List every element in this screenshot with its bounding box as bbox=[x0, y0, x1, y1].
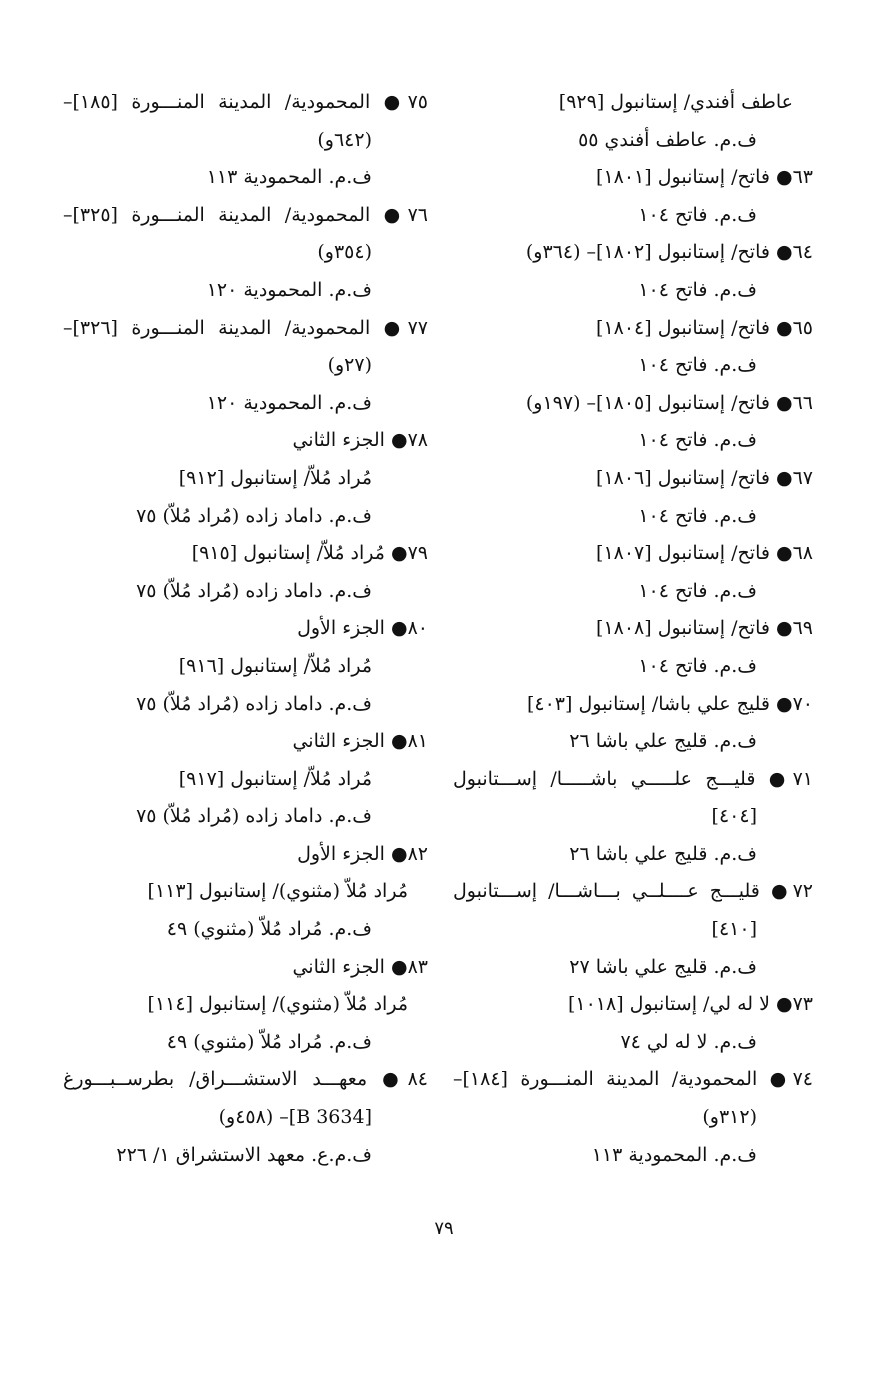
text-line: ف.م. فاتح ١٠٤ bbox=[638, 504, 757, 527]
text-line: (٣١٢و) bbox=[702, 1106, 757, 1129]
text-line: ٧٠● قليج علي باشا/ إستانبول [٤٠٣] bbox=[526, 692, 813, 715]
text-line: ٦٩● فاتح/ إستانبول [١٨٠٨] bbox=[596, 617, 813, 640]
text-line: ف.م. قليج علي باشا ٢٧ bbox=[569, 955, 757, 978]
text-line: مُراد مُلاّ/ إستانبول [٩١٢] bbox=[178, 466, 372, 489]
text-line: ف.م. داماد زاده (مُراد مُلاّ) ٧٥ bbox=[136, 692, 372, 715]
text-line: ٧٦● المحمودية/ المدينة المنـــورة [٣٢٥]– bbox=[63, 203, 428, 226]
text-line: ٦٨● فاتح/ إستانبول [١٨٠٧] bbox=[596, 542, 813, 565]
text-line: ٨٤● معهـــد الاستشـــراق/ بطرســبـــورغ bbox=[63, 1068, 428, 1091]
text-line: ٦٦● فاتح/ إستانبول [١٨٠٥]– (١٩٧و) bbox=[525, 391, 813, 414]
text-line: ٧٥● المحمودية/ المدينة المنـــورة [١٨٥]– bbox=[63, 91, 428, 113]
text-line: ف.م. داماد زاده (مُراد مُلاّ) ٧٥ bbox=[136, 504, 372, 527]
text-line: ف.م. فاتح ١٠٤ bbox=[638, 429, 757, 452]
text-line: (٢٧و) bbox=[327, 354, 372, 377]
text-line: ف.م. داماد زاده (مُراد مُلاّ) ٧٥ bbox=[136, 579, 372, 602]
text-line: ٧٧● المحمودية/ المدينة المنـــورة [٣٢٦]– bbox=[63, 316, 428, 339]
text-line: ف.م. فاتح ١٠٤ bbox=[638, 579, 757, 602]
text-line: ف.م. عاطف أفندي ٥٥ bbox=[578, 128, 757, 151]
text-line: ٧٤● المحمودية/ المدينة المنـــورة [١٨٤]– bbox=[453, 1068, 813, 1091]
text-line: [٤١٠] bbox=[711, 918, 757, 941]
text-line: ف.م. المحمودية ١٢٠ bbox=[206, 278, 372, 301]
text-line: ٦٤● فاتح/ إستانبول [١٨٠٢]– (٣٦٤و) bbox=[525, 241, 813, 264]
text-line: [B 3634]– (٤٥٨و) bbox=[218, 1106, 372, 1129]
text-line: ف.م. فاتح ١٠٤ bbox=[638, 278, 757, 301]
text-line: ف.م. فاتح ١٠٤ bbox=[638, 203, 757, 226]
text-line: ف.م. مُراد مُلاّ (مثنوي) ٤٩ bbox=[166, 1030, 372, 1053]
text-line: مُراد مُلاّ (مثنوي)/ إستانبول [١١٣] bbox=[147, 880, 408, 903]
text-line: ف.م. مُراد مُلاّ (مثنوي) ٤٩ bbox=[166, 918, 372, 941]
right-column bbox=[453, 84, 813, 1174]
text-line: (٦٤٢و) bbox=[317, 128, 372, 151]
text-line: مُراد مُلاّ (مثنوي)/ إستانبول [١١٤] bbox=[147, 993, 408, 1016]
text-line: ف.م. فاتح ١٠٤ bbox=[638, 654, 757, 677]
text-line: مُراد مُلاّ/ إستانبول [٩١٧] bbox=[178, 767, 372, 790]
text-line: ٨٣● الجزء الثاني bbox=[292, 955, 428, 978]
text-line: مُراد مُلاّ/ إستانبول [٩١٦] bbox=[178, 654, 372, 677]
text-line: ٨١● الجزء الثاني bbox=[292, 730, 428, 753]
text-line: ف.م. قليج علي باشا ٢٦ bbox=[569, 730, 757, 753]
text-line: ف.م. المحمودية ١٢٠ bbox=[206, 391, 372, 414]
text-line: ٦٥● فاتح/ إستانبول [١٨٠٤] bbox=[596, 316, 813, 339]
text-line: [٤٠٤] bbox=[711, 805, 757, 828]
text-line: ف.م.ع. معهد الاستشراق ١/ ٢٢٦ bbox=[116, 1143, 372, 1166]
text-line: ف.م. فاتح ١٠٤ bbox=[638, 354, 757, 377]
text-line: ف.م. قليج علي باشا ٢٦ bbox=[569, 842, 757, 865]
text-line: ف.م. لا له لي ٧٤ bbox=[620, 1030, 757, 1053]
left-column bbox=[63, 84, 428, 1174]
text-line: ف.م. المحمودية ١١٣ bbox=[591, 1143, 757, 1166]
text-line: ٧٨● الجزء الثاني bbox=[292, 429, 428, 452]
text-line: ٦٧● فاتح/ إستانبول [١٨٠٦] bbox=[596, 466, 813, 489]
text-line: ٧٢● قليـــج عــــلــي بـــاشـــا/ إســـتانبول bbox=[453, 880, 813, 903]
text-line: ف.م. المحمودية ١١٣ bbox=[206, 166, 372, 189]
text-line: ٨٠● الجزء الأول bbox=[297, 617, 428, 640]
text-line: ٧٩● مُراد مُلاّ/ إستانبول [٩١٥] bbox=[191, 542, 428, 565]
page-number: ٧٩ bbox=[434, 1218, 454, 1239]
text-line: ٨٢● الجزء الأول bbox=[297, 842, 428, 865]
text-line: عاطف أفندي/ إستانبول [٩٢٩] bbox=[558, 91, 793, 113]
text-line: ف.م. داماد زاده (مُراد مُلاّ) ٧٥ bbox=[136, 805, 372, 828]
text-line: ٦٣● فاتح/ إستانبول [١٨٠١] bbox=[596, 166, 813, 189]
text-line: ٧٣● لا له لي/ إستانبول [١٠١٨] bbox=[567, 993, 813, 1016]
text-line: (٣٥٤و) bbox=[317, 241, 372, 264]
text-line: ٧١● قليـــج علـــــي باشـــــا/ إســـتانبول bbox=[453, 767, 813, 790]
